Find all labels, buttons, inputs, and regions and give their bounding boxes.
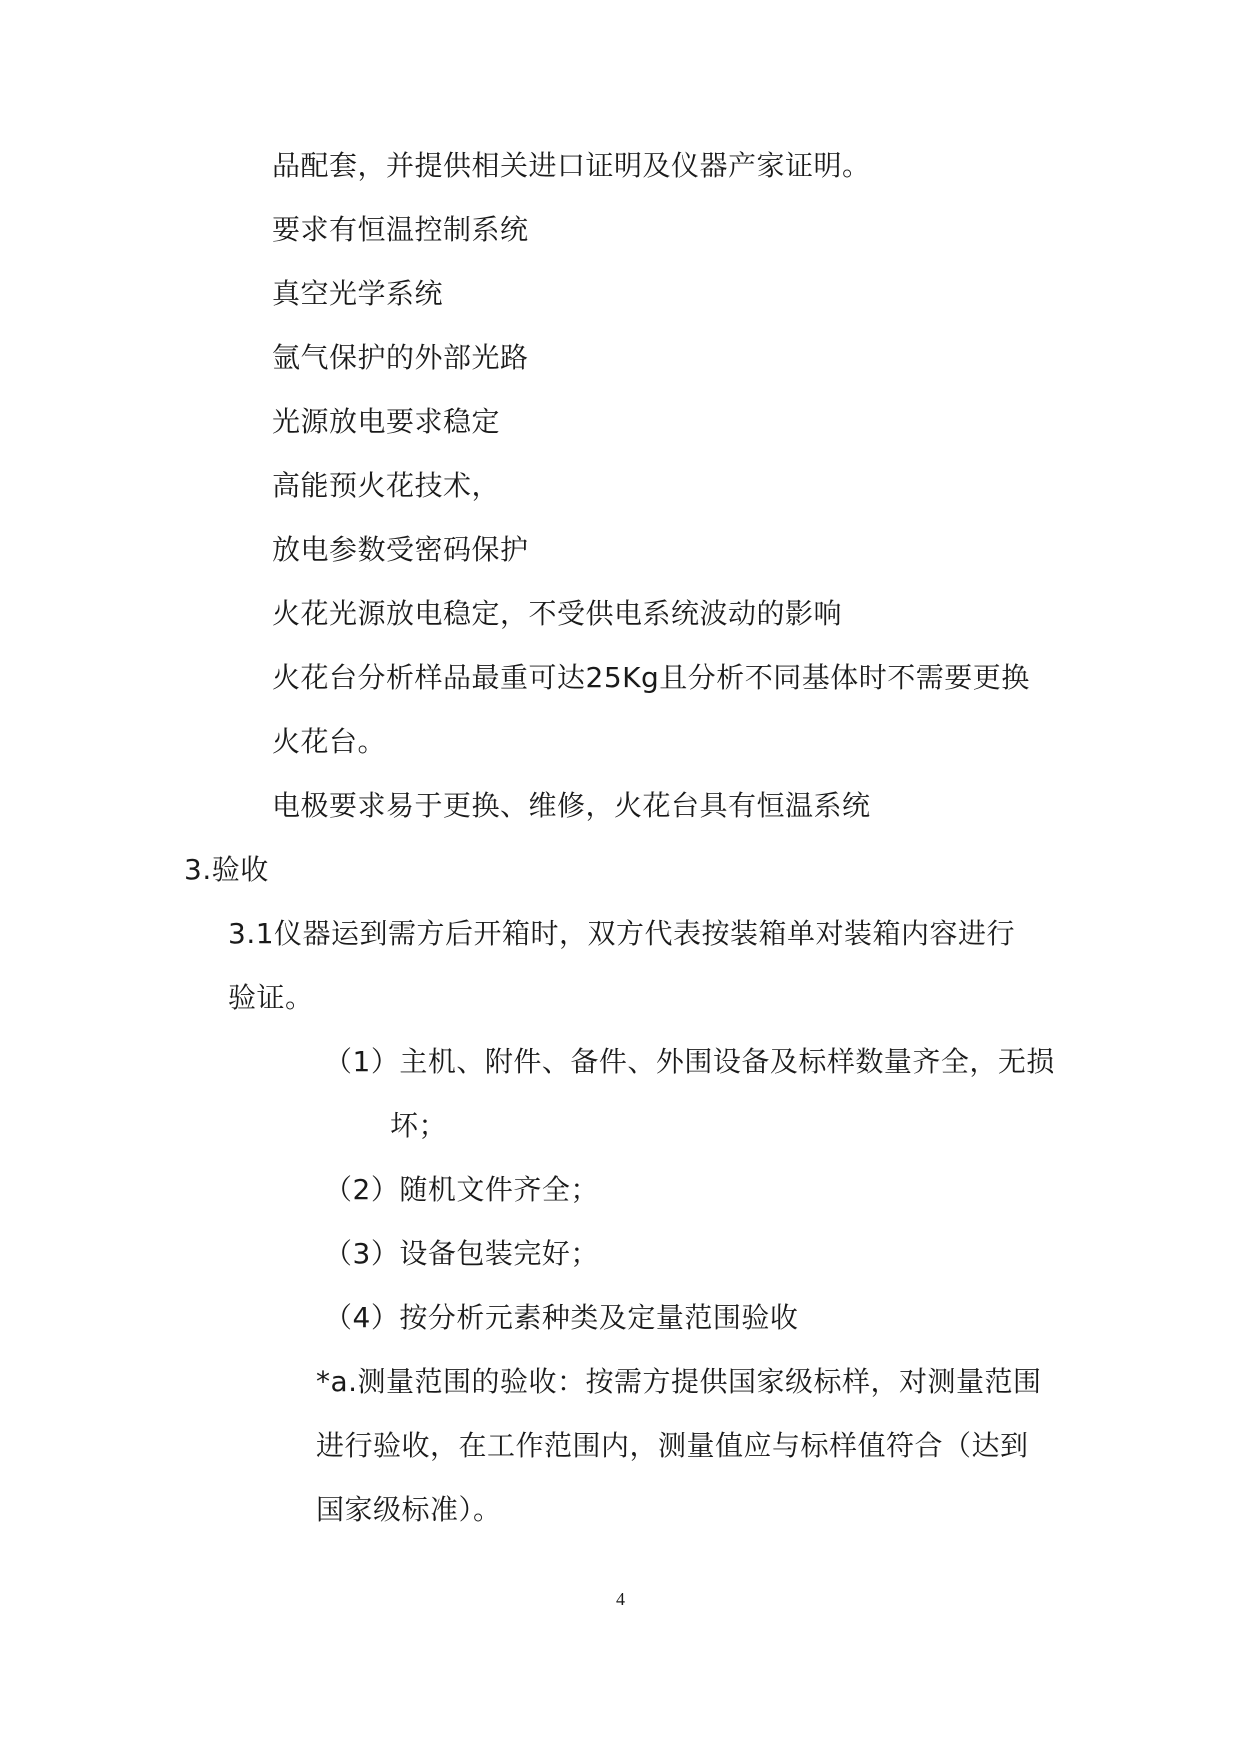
- list-item: （4）按分析元素种类及定量范围验收: [324, 1301, 799, 1334]
- list-item: （1）主机、附件、备件、外围设备及标样数量齐全，无损: [324, 1045, 1055, 1078]
- text-line: 光源放电要求稳定: [272, 405, 501, 438]
- list-item: （3）设备包装完好；: [324, 1237, 599, 1270]
- page-number: 4: [616, 1589, 625, 1609]
- note-text: 进行验收，在工作范围内，测量值应与标样值符合（达到: [316, 1429, 1029, 1462]
- text-line: 火花台分析样品最重可达25Kg且分析不同基体时不需要更换: [272, 661, 1030, 694]
- text-line: 电极要求易于更换、维修，火花台具有恒温系统: [272, 789, 871, 822]
- list-item: （2）随机文件齐全；: [324, 1173, 599, 1206]
- text-line: 真空光学系统: [272, 277, 444, 310]
- note-text: *a.测量范围的验收：按需方提供国家级标样，对测量范围: [316, 1365, 1042, 1398]
- text-line: 火花台。: [272, 725, 387, 758]
- section-heading: 3.验收: [184, 853, 269, 886]
- text-line: 氩气保护的外部光路: [272, 341, 529, 374]
- subsection-text: 3.1仪器运到需方后开箱时，双方代表按装箱单对装箱内容进行: [228, 917, 1016, 950]
- text-line: 放电参数受密码保护: [272, 533, 529, 566]
- text-line: 高能预火花技术，: [272, 469, 501, 502]
- text-line: 品配套，并提供相关进口证明及仪器产家证明。: [272, 149, 871, 182]
- subsection-text: 验证。: [228, 981, 314, 1014]
- text-line: 要求有恒温控制系统: [272, 213, 529, 246]
- list-item-continuation: 坏；: [390, 1109, 448, 1142]
- text-line: 火花光源放电稳定，不受供电系统波动的影响: [272, 597, 843, 630]
- note-text: 国家级标准）。: [316, 1493, 502, 1526]
